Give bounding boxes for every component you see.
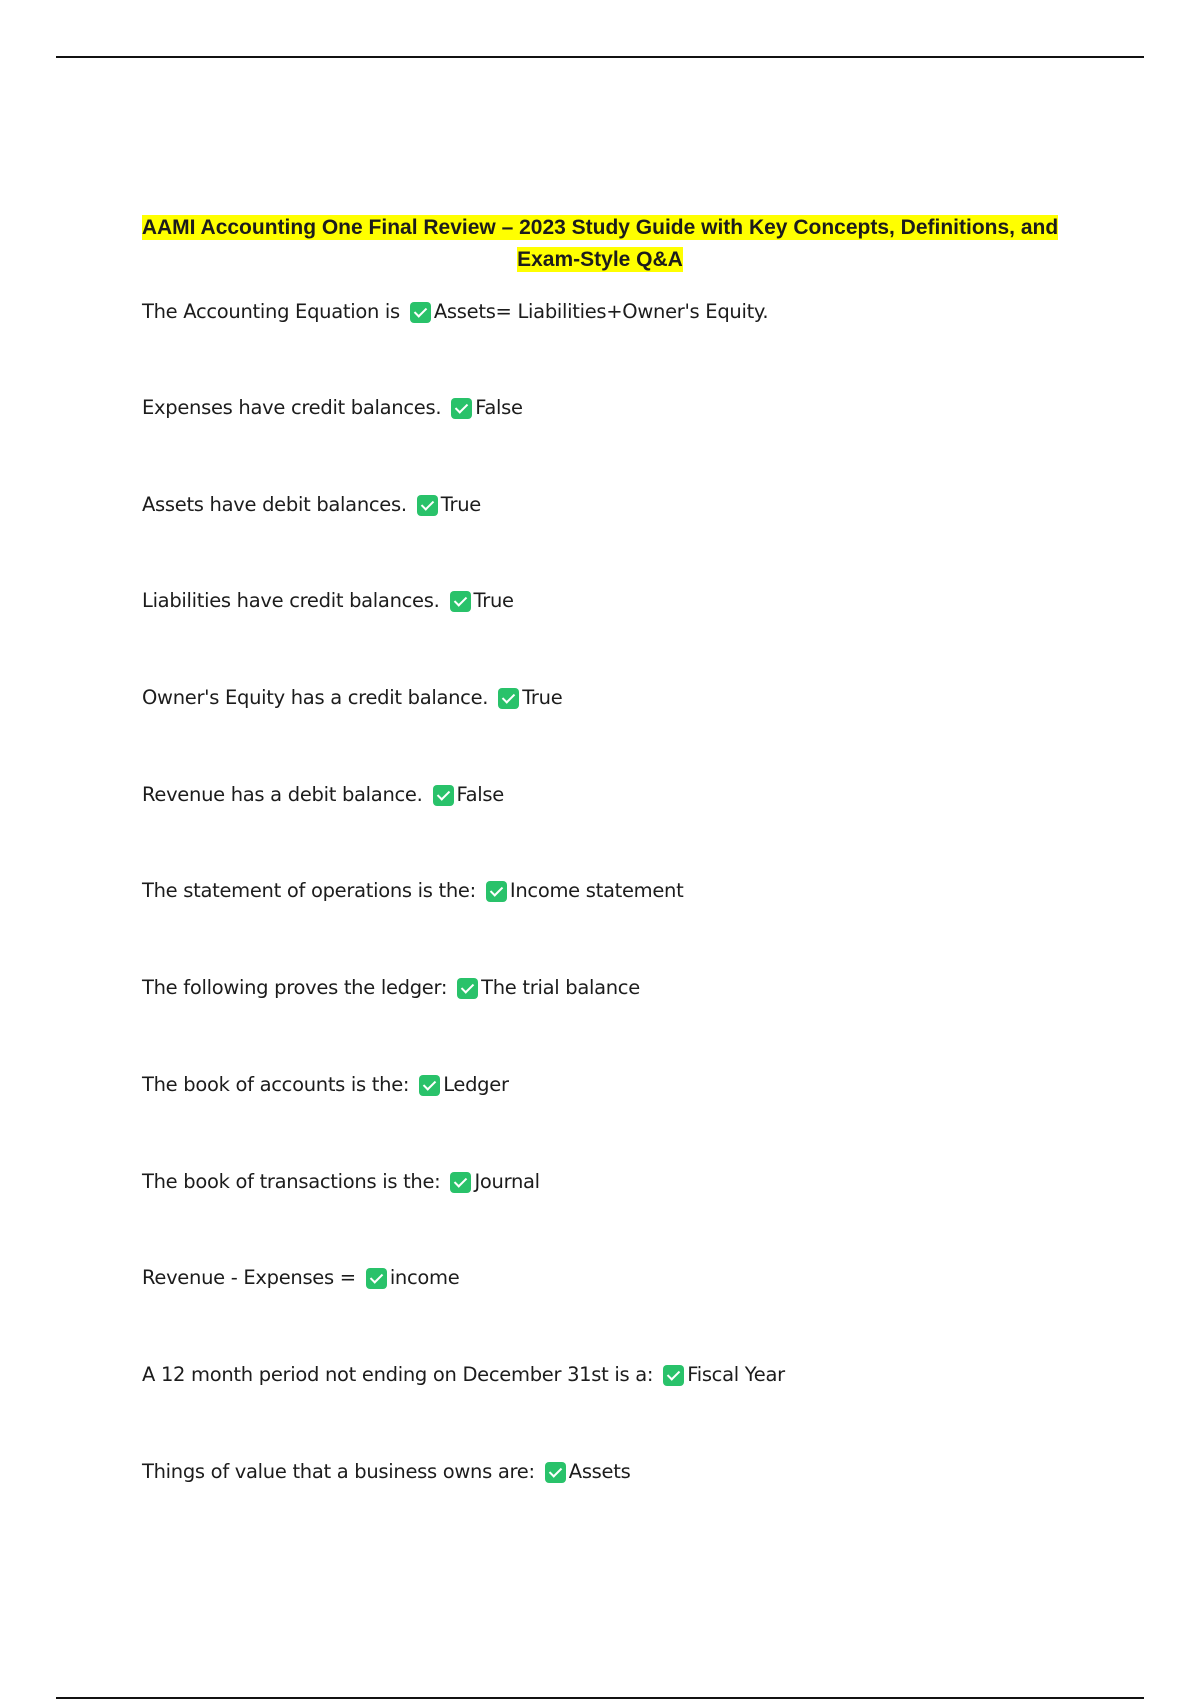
- qa-item: [142, 1362, 785, 1388]
- qa-item: [142, 782, 504, 808]
- question-text: The following proves the ledger:: [142, 976, 448, 999]
- question-text: The book of transactions is the:: [142, 1170, 441, 1193]
- answer-text: Income statement: [509, 879, 684, 902]
- question-text: Assets have debit balances.: [142, 493, 407, 516]
- check-mark-icon: [433, 785, 454, 806]
- question-text: Expenses have credit balances.: [142, 396, 442, 419]
- answer-text: False: [475, 396, 523, 419]
- check-mark-icon: [410, 302, 431, 323]
- answer-text: The trial balance: [481, 976, 640, 999]
- question-text: Revenue has a debit balance.: [142, 783, 423, 806]
- question-text: The statement of operations is the:: [142, 879, 476, 902]
- question-text: Things of value that a business owns are:: [142, 1460, 535, 1483]
- title-line-1: AAMI Accounting One Final Review – 2023 Study Guide with Key Concepts, Definitions, and: [141, 216, 1059, 239]
- answer-text: True: [522, 686, 563, 709]
- check-mark-icon: [450, 591, 471, 612]
- header-rule: [56, 56, 1144, 58]
- check-mark-icon: [486, 881, 507, 902]
- check-mark-icon: [663, 1365, 684, 1386]
- question-text: Revenue - Expenses =: [142, 1266, 356, 1289]
- check-mark-icon: [451, 398, 472, 419]
- check-mark-icon: [366, 1268, 387, 1289]
- qa-item: [142, 1265, 459, 1291]
- check-mark-icon: [457, 978, 478, 999]
- document-title: [120, 212, 1080, 276]
- qa-item: [142, 685, 562, 711]
- qa-item: [142, 975, 640, 1001]
- answer-text: True: [473, 589, 514, 612]
- question-text: Owner's Equity has a credit balance.: [142, 686, 489, 709]
- check-mark-icon: [450, 1172, 471, 1193]
- answer-text: False: [456, 783, 504, 806]
- answer-text: income: [389, 1266, 460, 1289]
- question-text: Liabilities have credit balances.: [142, 589, 440, 612]
- answer-text: Fiscal Year: [687, 1363, 785, 1386]
- qa-item: [142, 878, 683, 904]
- qa-item: [142, 1459, 630, 1485]
- qa-item: [142, 1072, 509, 1098]
- answer-text: Journal: [474, 1170, 540, 1193]
- answer-text: True: [440, 493, 481, 516]
- qa-item: [142, 1169, 540, 1195]
- check-mark-icon: [419, 1075, 440, 1096]
- qa-item: [142, 492, 481, 518]
- answer-text: Assets: [568, 1460, 631, 1483]
- question-text: The book of accounts is the:: [142, 1073, 410, 1096]
- check-mark-icon: [417, 495, 438, 516]
- footer-rule: [56, 1697, 1144, 1699]
- answer-text: Ledger: [443, 1073, 509, 1096]
- question-text: The Accounting Equation is: [142, 300, 400, 323]
- check-mark-icon: [545, 1462, 566, 1483]
- qa-item: [142, 299, 768, 325]
- check-mark-icon: [498, 688, 519, 709]
- title-line-2: Exam-Style Q&A: [517, 248, 683, 271]
- qa-item: [142, 395, 523, 421]
- answer-text: Assets= Liabilities+Owner's Equity.: [433, 300, 769, 323]
- question-text: A 12 month period not ending on December 31st is a:: [142, 1363, 654, 1386]
- qa-item: [142, 588, 514, 614]
